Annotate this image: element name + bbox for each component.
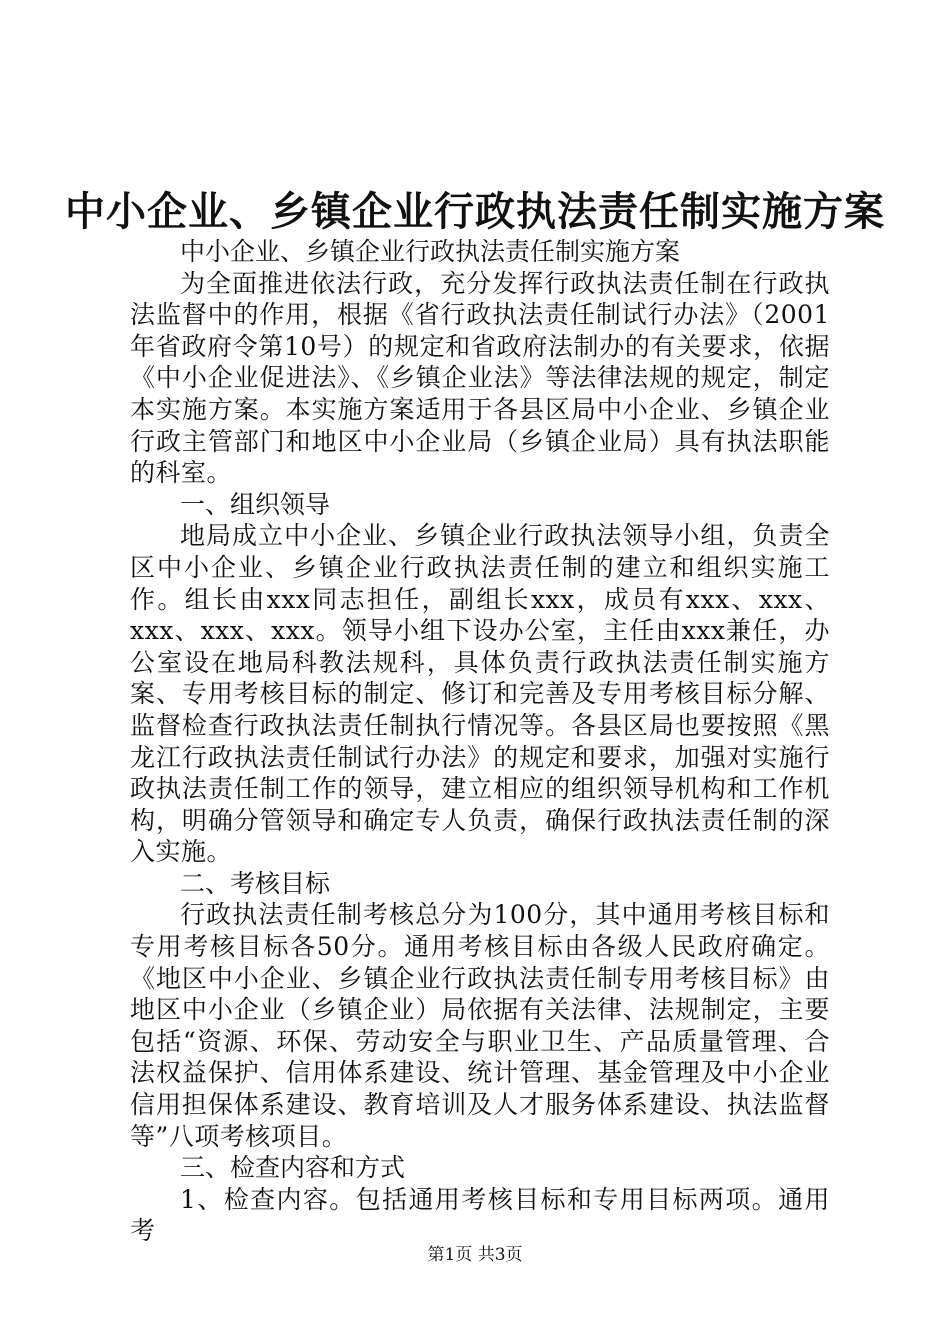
subtitle-line: 中小企业、乡镇企业行政执法责任制实施方案 bbox=[180, 237, 681, 266]
paragraph-organization: 地局成立中小企业、乡镇企业行政执法领导小组，负责全区中小企业、乡镇企业行政执法责任制的建立和组织实施工作。组长由xxx同志担任，副组长xxx，成员有xxx、xxx、xxx、xxx、xxx。领导小组下设办公室，主任由xxx兼任，办公室设在地局科教法规科，具体负责行政执法责任制实施方案、专用考核目标的制定、修订和完善及专用考核目标分解、监督检查行政执法责任制执行情况等。各县区局也要按照《黑龙江行政执法责任制试行办法》的规定和要求，加强对实施行政执法责任制工作的领导，建立相应的组织领导机构和工作机构，明确分管领导和确定专人负责，确保行政执法责任制的深入实施。 bbox=[130, 521, 830, 867]
page-footer: 第1页 共3页 bbox=[427, 1245, 523, 1265]
document-title: 中小企业、乡镇企业行政执法责任制实施方案 bbox=[65, 188, 885, 235]
paragraph-assessment: 行政执法责任制考核总分为100分，其中通用考核目标和专用考核目标各50分。通用考核目标由各级人民政府确定。《地区中小企业、乡镇企业行政执法责任制专用考核目标》由地区中小企业（乡镇企业）局依据有关法律、法规制定，主要包括“资源、环保、劳动安全与职业卫生、产品质量管理、合法权益保护、信用体系建设、统计管理、基金管理及中小企业信用担保体系建设、教育培训及人才服务体系建设、执法监督等”八项考核项目。 bbox=[130, 900, 830, 1151]
paragraph-intro: 为全面推进依法行政，充分发挥行政执法责任制在行政执法监督中的作用，根据《省行政执法责任制试行办法》（2001年省政府令第10号）的规定和省政府法制办的有关要求，依据《中小企业促进法》、《乡镇企业法》等法律法规的规定，制定本实施方案。本实施方案适用于各县区局中小企业、乡镇企业行政主管部门和地区中小企业局（乡镇企业局）具有执法职能的科室。 bbox=[130, 268, 830, 488]
paragraph-inspection: 1、检查内容。包括通用考核目标和专用目标两项。通用考 bbox=[130, 1184, 830, 1246]
section-heading-organization: 一、组织领导 bbox=[180, 489, 331, 519]
document-body bbox=[130, 236, 830, 1247]
section-heading-inspection: 三、检查内容和方式 bbox=[180, 1153, 406, 1183]
section-heading-assessment: 二、考核目标 bbox=[180, 868, 331, 898]
